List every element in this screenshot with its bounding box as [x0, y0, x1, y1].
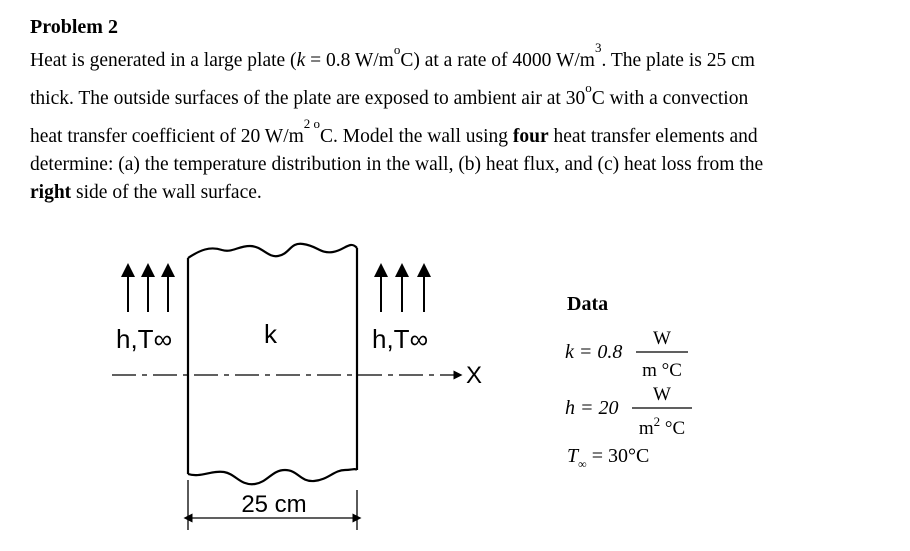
h-value: h = 20	[565, 397, 619, 419]
text-segment: heat transfer elements and	[548, 126, 758, 147]
text-segment: C) at a rate of 4000 W/m	[400, 50, 595, 71]
problem-title: Problem 2	[30, 16, 118, 38]
left-heat-arrows-icon	[128, 270, 168, 312]
emphasis-right: right	[30, 182, 72, 203]
conductivity-label: k	[264, 319, 277, 349]
text-segment: = 0.8 W/m	[305, 50, 394, 71]
h-unit-numerator: W	[653, 384, 671, 405]
thickness-label: 25 cm	[241, 491, 307, 518]
plate-outline	[188, 244, 357, 484]
h-unit-denominator: $m^2$ °C	[638, 414, 686, 439]
text-segment: heat transfer coefficient of 20 W/m	[30, 126, 304, 147]
k-unit-numerator: W	[653, 328, 671, 349]
exponent: 3	[594, 40, 602, 55]
text-segment: . The plate is 25 cm	[601, 50, 755, 71]
text-segment: Heat is generated in a large plate (	[30, 50, 297, 71]
right-heat-arrows-icon	[381, 270, 424, 312]
x-axis-label: X	[466, 362, 483, 389]
data-heading: Data	[567, 293, 609, 315]
right-boundary-label: h,T∞	[372, 324, 429, 354]
text-segment: C. Model the wall using	[320, 126, 513, 147]
left-boundary-label: h,T∞	[116, 324, 173, 354]
k-value: k = 0.8	[565, 341, 623, 363]
emphasis-four: four	[512, 126, 549, 147]
degree-mark: o	[393, 42, 401, 57]
degree-mark: o	[585, 80, 592, 95]
statement-line-4: determine: (a) the temperature distribution in the wall, (b) heat flux, and (c) heat loss from the	[30, 154, 764, 175]
text-segment: side of the wall surface.	[71, 182, 262, 203]
text-segment: C with a convection	[591, 88, 749, 109]
ambient-temperature: $T_\infty = 30^\circ C$	[567, 445, 650, 471]
data-panel	[565, 293, 692, 471]
text-segment: thick. The outside surfaces of the plate are exposed to ambient air at 30	[30, 88, 586, 109]
exponent: 2 o	[303, 116, 321, 131]
symbol-k: k	[296, 50, 306, 71]
k-unit-denominator: m °C	[642, 360, 682, 381]
